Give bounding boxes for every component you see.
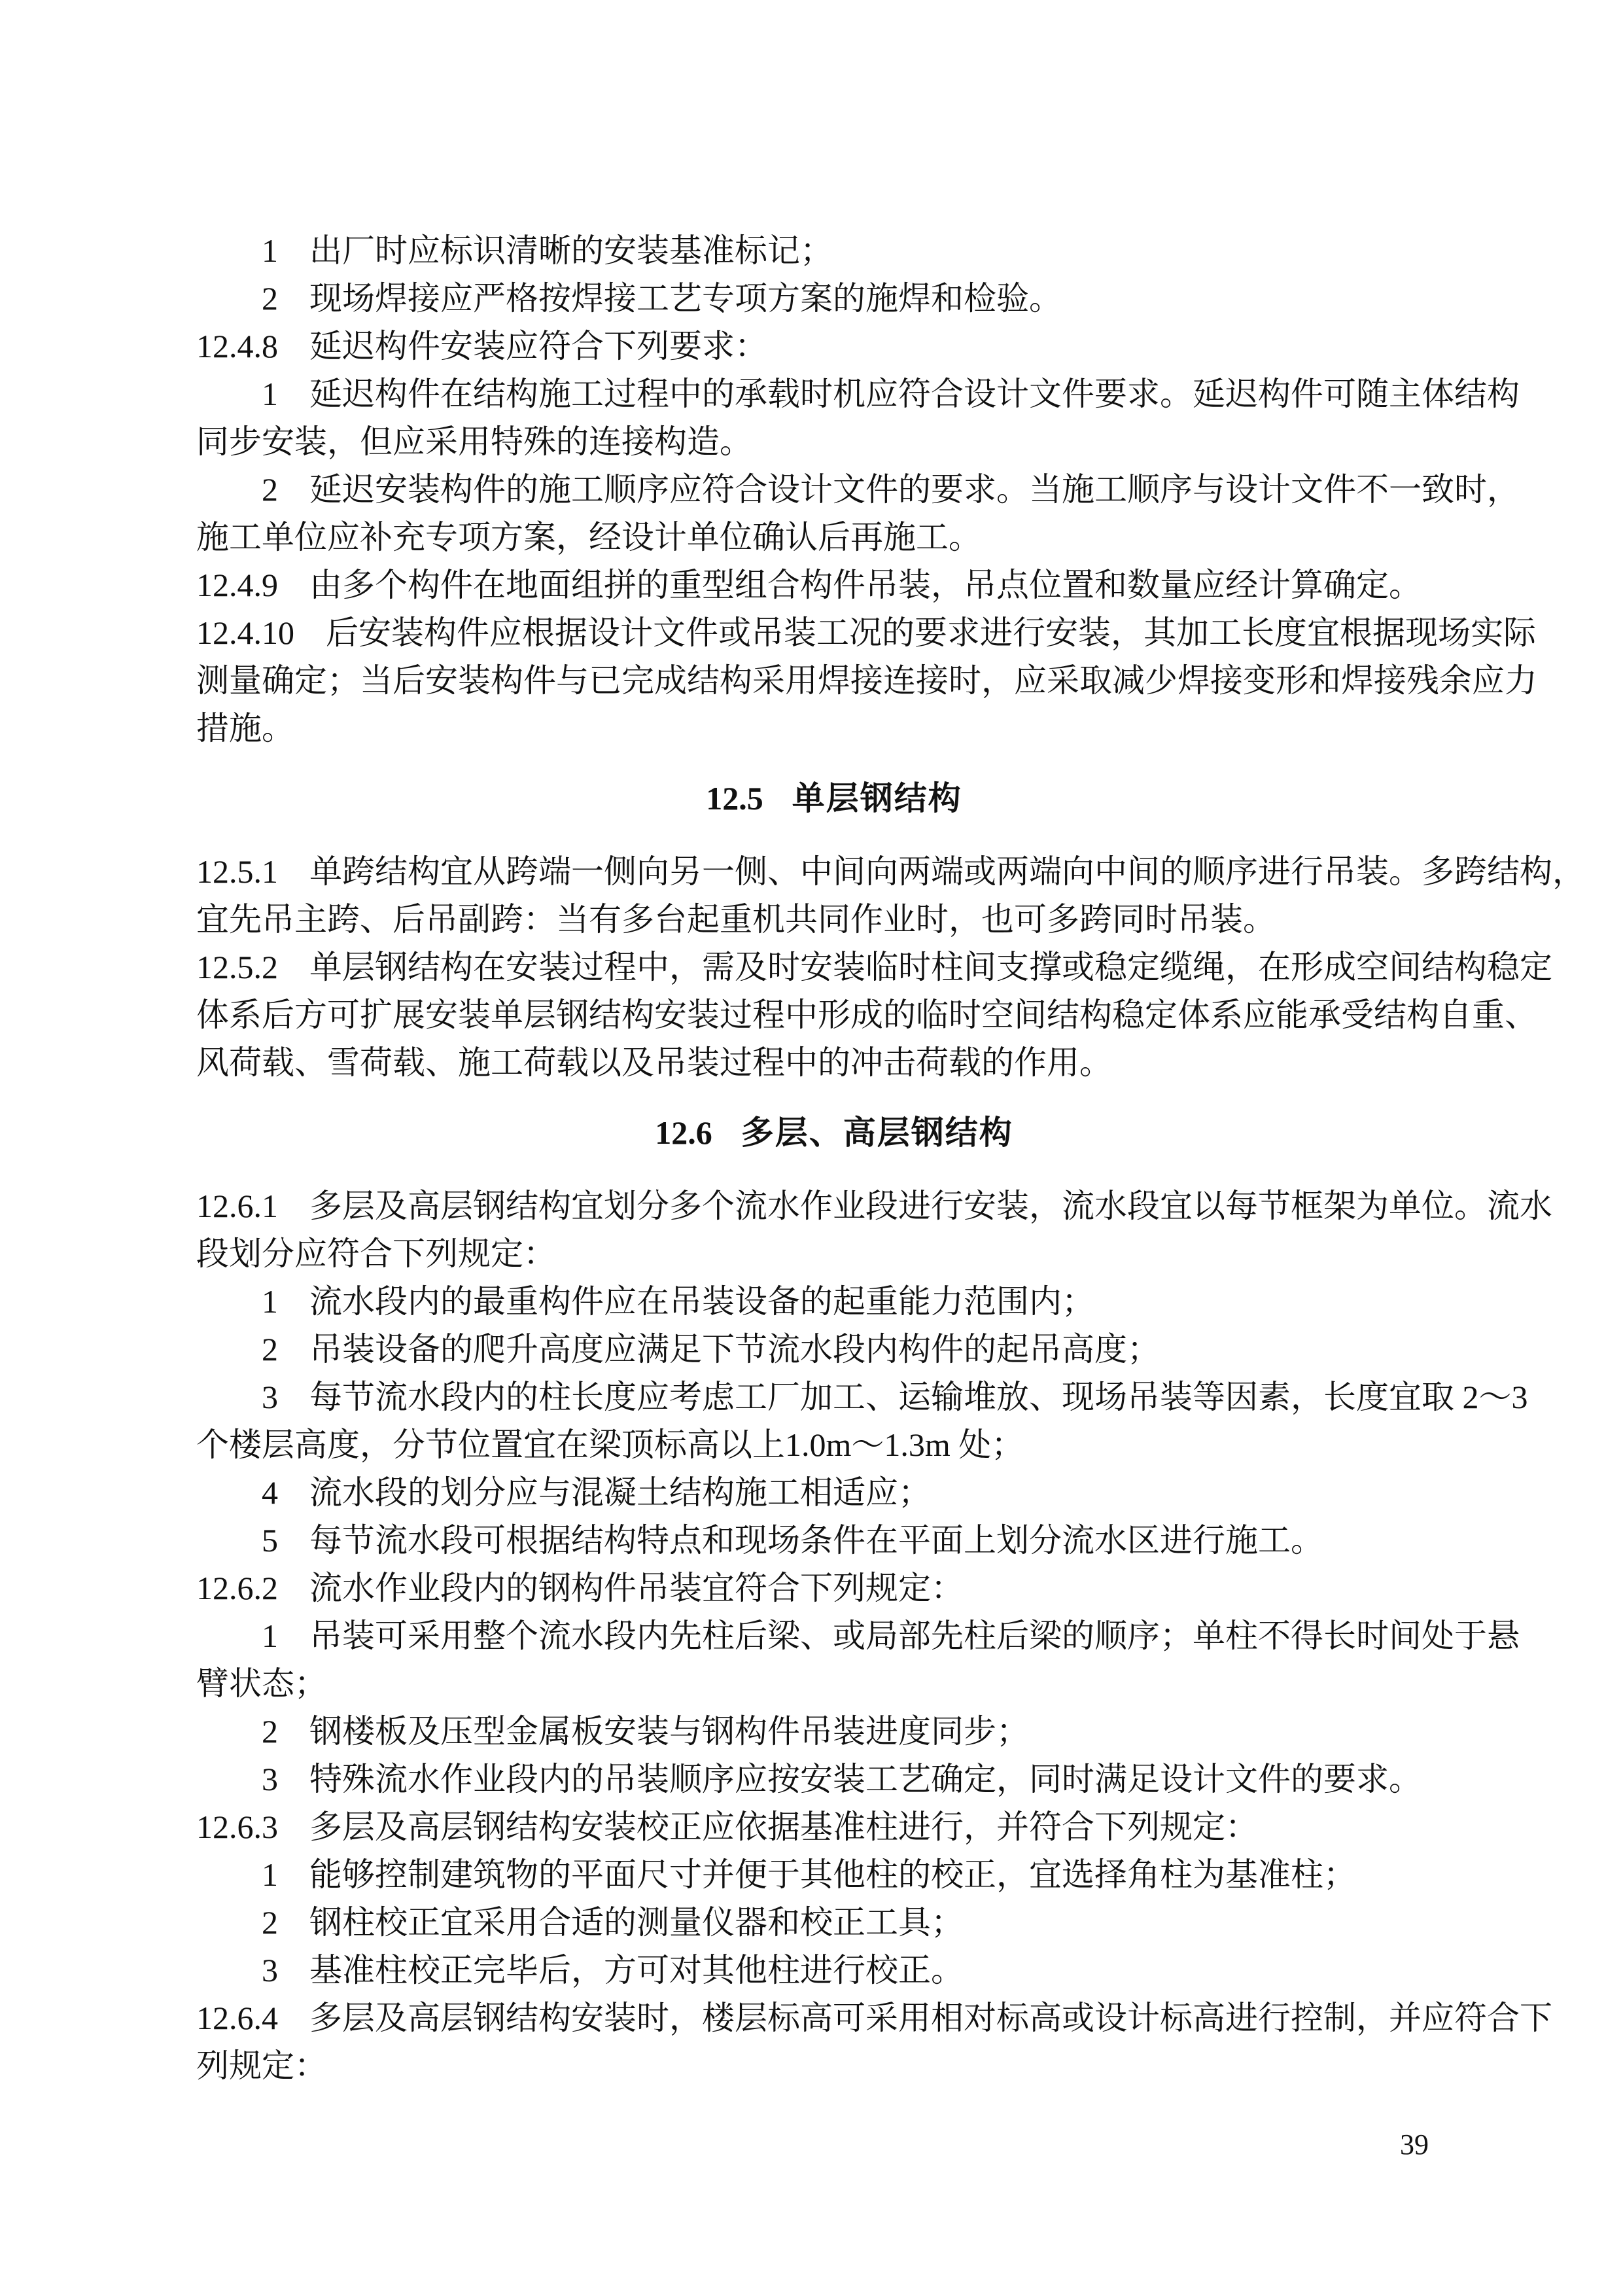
document-body — [196, 227, 1585, 2090]
item-text: 现场焊接应严格按焊接工艺专项方案的施焊和检验。 — [309, 280, 1062, 317]
item-text: 流水段的划分应与混凝土结构施工相适应； — [309, 1474, 931, 1511]
paragraph-text: 个楼层高度，分节位置宜在梁顶标高以上1.0m～1.3m 处； — [196, 1426, 1024, 1463]
item-number: 3 — [262, 1761, 278, 1797]
item-number: 1 — [262, 376, 278, 412]
paragraph-text: 宜先吊主跨、后吊副跨：当有多台起重机共同作业时，也可多跨同时吊装。 — [196, 901, 1276, 938]
item-text: 能够控制建筑物的平面尺寸并便于其他柱的校正，宜选择角柱为基准柱； — [309, 1856, 1356, 1893]
item-number: 5 — [262, 1522, 278, 1559]
paragraph-text: 段划分应符合下列规定： — [196, 1235, 556, 1272]
clause-text: 多层及高层钢结构安装校正应依据基准柱进行，并符合下列规定： — [309, 1809, 1258, 1845]
clause-number: 12.6.1 — [196, 1188, 278, 1224]
clause-number: 12.6.3 — [196, 1809, 278, 1845]
item-text: 钢柱校正宜采用合适的测量仪器和校正工具； — [309, 1904, 964, 1941]
item-number: 2 — [262, 1331, 278, 1368]
clause-text: 多层及高层钢结构宜划分多个流水作业段进行安装，流水段宜以每节框架为单位。流水 — [309, 1188, 1552, 1224]
clause-12-4-10 — [196, 609, 1536, 657]
paragraph-continuation — [196, 991, 1537, 1039]
paragraph-continuation — [196, 657, 1537, 705]
list-item — [196, 1851, 1472, 1899]
clause-text: 流水作业段内的钢构件吊装宜符合下列规定： — [309, 1570, 964, 1606]
section-number: 12.6 — [655, 1114, 712, 1151]
item-number: 2 — [262, 280, 278, 317]
paragraph-text: 列规定： — [196, 2047, 327, 2084]
paragraph-text: 施工单位应补充专项方案，经设计单位确认后再施工。 — [196, 519, 981, 556]
clause-text: 由多个构件在地面组拼的重型组合构件吊装，吊点位置和数量应经计算确定。 — [309, 567, 1422, 603]
item-number: 1 — [262, 232, 278, 269]
clause-number: 12.6.4 — [196, 2000, 278, 2036]
item-text: 特殊流水作业段内的吊装顺序应按安装工艺确定，同时满足设计文件的要求。 — [309, 1761, 1422, 1797]
clause-12-5-2 — [196, 944, 1552, 991]
paragraph-continuation — [196, 1421, 1472, 1469]
item-text: 吊装设备的爬升高度应满足下节流水段内构件的起吊高度； — [309, 1331, 1160, 1368]
paragraph-continuation — [196, 1039, 1472, 1087]
paragraph-continuation — [196, 705, 1472, 752]
item-text: 延迟安装构件的施工顺序应符合设计文件的要求。当施工顺序与设计文件不一致时， — [309, 471, 1520, 508]
list-item — [196, 1899, 1472, 1947]
clause-text: 单跨结构宜从跨端一侧向另一侧、中间向两端或两端向中间的顺序进行吊装。多跨结构， — [309, 853, 1585, 890]
item-number: 3 — [262, 1952, 278, 1988]
clause-12-4-8 — [196, 323, 1472, 370]
item-text: 流水段内的最重构件应在吊装设备的起重能力范围内； — [309, 1283, 1094, 1320]
list-item — [196, 466, 1520, 514]
paragraph-continuation — [196, 896, 1472, 944]
list-item — [196, 275, 1472, 323]
clause-text: 后安装构件应根据设计文件或吊装工况的要求进行安装，其加工长度宜根据现场实际 — [326, 614, 1536, 651]
paragraph-text: 措施。 — [196, 710, 294, 747]
clause-number: 12.4.9 — [196, 567, 278, 603]
paragraph-continuation — [196, 1230, 1472, 1278]
clause-text: 多层及高层钢结构安装时，楼层标高可采用相对标高或设计标高进行控制，并应符合下 — [309, 2000, 1552, 2036]
list-item — [196, 1947, 1472, 1994]
clause-number: 12.4.10 — [196, 614, 294, 651]
clause-12-6-1 — [196, 1182, 1552, 1230]
paragraph-text: 同步安装，但应采用特殊的连接构造。 — [196, 423, 752, 460]
item-number: 1 — [262, 1856, 278, 1893]
item-text: 每节流水段可根据结构特点和现场条件在平面上划分流水区进行施工。 — [309, 1522, 1323, 1559]
list-item — [196, 1469, 1472, 1517]
clause-12-6-4 — [196, 1994, 1552, 2042]
section-heading-12-5 — [196, 775, 1472, 822]
clause-12-6-2 — [196, 1564, 1472, 1612]
item-number: 2 — [262, 1904, 278, 1941]
item-number: 3 — [262, 1379, 278, 1415]
item-text: 吊装可采用整个流水段内先柱后梁、或局部先柱后梁的顺序；单柱不得长时间处于悬 — [309, 1617, 1520, 1654]
paragraph-text: 风荷载、雪荷载、施工荷载以及吊装过程中的冲击荷载的作用。 — [196, 1044, 1112, 1081]
paragraph-continuation — [196, 418, 1472, 466]
section-heading-12-6 — [196, 1109, 1472, 1157]
paragraph-text: 测量确定；当后安装构件与已完成结构采用焊接连接时，应采取减少焊接变形和焊接残余应力 — [196, 662, 1537, 699]
item-number: 2 — [262, 471, 278, 508]
clause-number: 12.5.1 — [196, 853, 278, 890]
list-item — [196, 1708, 1472, 1756]
paragraph-text: 臂状态； — [196, 1665, 327, 1702]
paragraph-continuation — [196, 514, 1472, 561]
list-item — [196, 1517, 1472, 1564]
clause-number: 12.5.2 — [196, 949, 278, 985]
page-number: 39 — [1400, 2128, 1429, 2161]
item-text: 钢楼板及压型金属板安装与钢构件吊装进度同步； — [309, 1713, 1029, 1750]
list-item — [196, 1612, 1520, 1660]
item-text: 基准柱校正完毕后，方可对其他柱进行校正。 — [309, 1952, 964, 1988]
section-title: 单层钢结构 — [792, 780, 962, 817]
item-number: 4 — [262, 1474, 278, 1511]
section-number: 12.5 — [706, 780, 763, 817]
item-number: 1 — [262, 1617, 278, 1654]
list-item — [196, 1326, 1472, 1373]
clause-12-4-9 — [196, 561, 1472, 609]
list-item — [196, 1756, 1472, 1803]
item-number: 2 — [262, 1713, 278, 1750]
clause-text: 单层钢结构在安装过程中，需及时安装临时柱间支撑或稳定缆绳，在形成空间结构稳定 — [309, 949, 1552, 985]
item-text: 延迟构件在结构施工过程中的承载时机应符合设计文件要求。延迟构件可随主体结构 — [309, 376, 1520, 412]
paragraph-text: 体系后方可扩展安装单层钢结构安装过程中形成的临时空间结构稳定体系应能承受结构自重、 — [196, 997, 1537, 1033]
paragraph-continuation — [196, 2042, 1472, 2090]
clause-12-6-3 — [196, 1803, 1472, 1851]
list-item — [196, 227, 1472, 275]
clause-text: 延迟构件安装应符合下列要求： — [309, 328, 767, 364]
list-item — [196, 370, 1520, 418]
paragraph-continuation — [196, 1660, 1472, 1708]
item-text: 出厂时应标识清晰的安装基准标记； — [309, 232, 833, 269]
item-number: 1 — [262, 1283, 278, 1320]
clause-number: 12.4.8 — [196, 328, 278, 364]
clause-12-5-1 — [196, 848, 1585, 896]
section-title: 多层、高层钢结构 — [741, 1114, 1013, 1151]
item-text: 每节流水段内的柱长度应考虑工厂加工、运输堆放、现场吊装等因素，长度宜取 2～3 — [309, 1379, 1528, 1415]
clause-number: 12.6.2 — [196, 1570, 278, 1606]
list-item — [196, 1278, 1472, 1326]
list-item — [196, 1373, 1528, 1421]
